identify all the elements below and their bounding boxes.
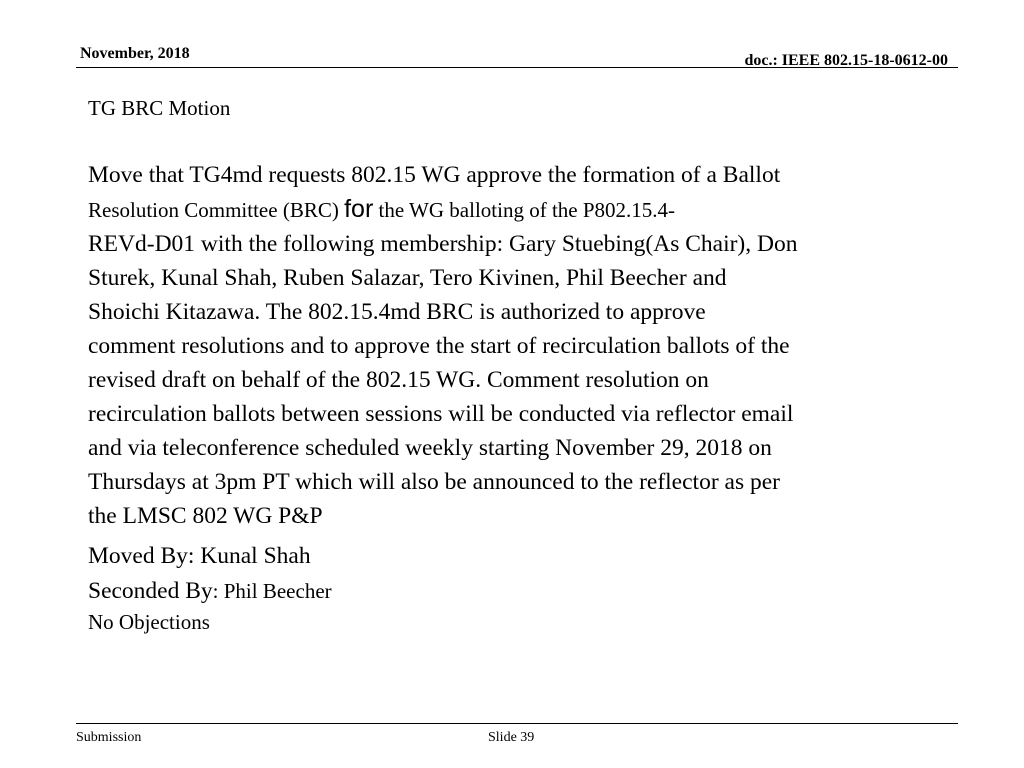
motion-line: Shoichi Kitazawa. The 802.15.4md BRC is authorized to approve [88,299,706,325]
motion-line: revised draft on behalf of the 802.15 WG. Comment resolution on [88,367,709,393]
seconded-value: : Phil Beecher [212,579,332,603]
moved-by: Moved By: Kunal Shah [88,543,311,569]
header-divider [76,67,958,68]
motion-line: Thursdays at 3pm PT which will also be announced to the reflector as per [88,469,780,495]
motion-text [88,158,958,533]
motion-line: Sturek, Kunal Shah, Ruben Salazar, Tero Kivinen, Phil Beecher and [88,265,727,291]
footer-divider [76,723,958,724]
motion-line: and via teleconference scheduled weekly starting November 29, 2018 on [88,435,772,461]
seconded-label: Seconded By [88,578,213,604]
seconded-by [88,576,332,606]
motion-outcome: No Objections [88,610,210,634]
header-doc-id: doc.: IEEE 802.15-18-0612-00 [744,52,948,69]
motion-line: recirculation ballots between sessions will be conducted via reflector email [88,401,794,427]
motion-line: Resolution Committee (BRC) for the WG balloting of the P802.15.4- [88,195,676,223]
slide-title: TG BRC Motion [88,96,231,120]
footer-slide-number: Slide 39 [488,730,535,745]
motion-line: comment resolutions and to approve the start of recirculation ballots of the [88,333,790,359]
motion-line: REVd-D01 with the following membership: Gary Stuebing(As Chair), Don [88,231,798,257]
motion-line: the LMSC 802 WG P&P [88,503,323,529]
motion-line: Move that TG4md requests 802.15 WG approve the formation of a Ballot [88,162,781,188]
header-date: November, 2018 [80,45,190,62]
footer-submission: Submission [76,730,142,745]
